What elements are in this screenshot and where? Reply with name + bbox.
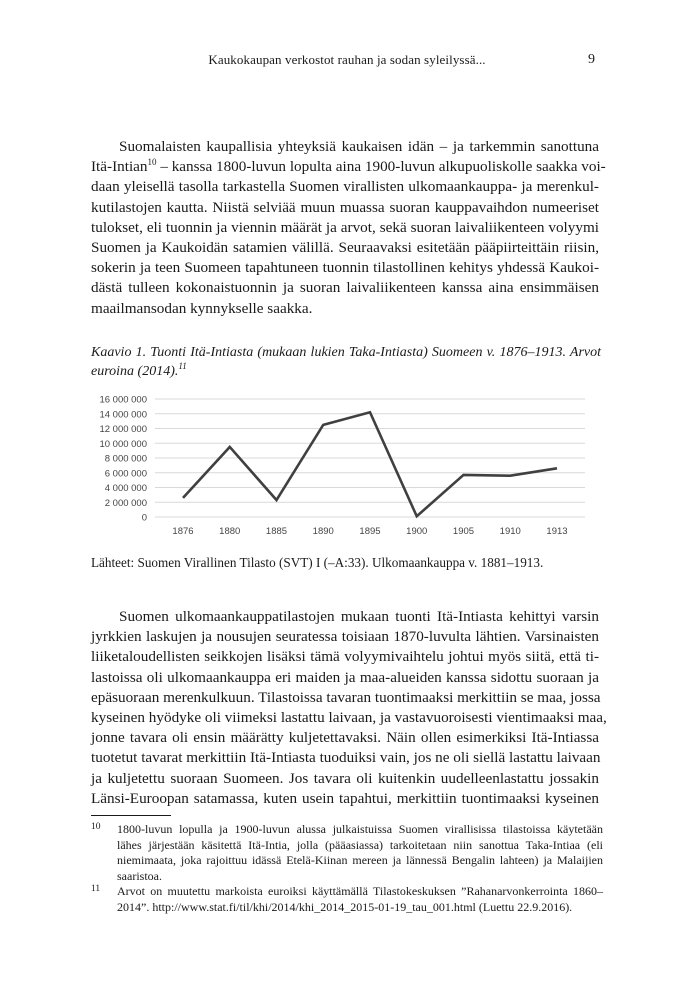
x-tick-label: 1876 [172, 526, 194, 537]
y-tick-label: 16 000 000 [99, 394, 147, 406]
footnote-number: 10 [91, 822, 101, 832]
paragraph-line: jonne tavara oli ensin määrätty kuljetettavaksi. Näin ollen esimerkiksi Itä-Intiassa [91, 729, 599, 747]
y-tick-label: 12 000 000 [99, 424, 147, 435]
paragraph-line: Suomen ulkomaankauppatilastojen mukaan tuonti Itä-Intiasta kehittyi varsin [119, 608, 599, 625]
footnote-line: niemimaata, joka rajoittuu idässä Etelä-Kiinan mereen ja lännessä Bengalin lahteen) ja Malaijien [117, 853, 603, 867]
y-tick-label: 8 000 000 [104, 453, 147, 465]
footnote-divider [91, 815, 171, 816]
paragraph-line: liiketaloudellisten seikkojen lisäksi tämä volyymivaihtelu johtui myös siitä, että ti- [91, 648, 599, 666]
footnote-line: Arvot on muutettu markoista euroiksi käyttämällä Tilastokeskuksen ”Rahanarvonkerrointa 1860– [117, 884, 603, 898]
y-tick-label: 4 000 000 [104, 483, 147, 494]
body-paragraph-2 [91, 607, 607, 809]
figure-source: Lähteet: Suomen Virallinen Tilasto (SVT) I (–A:33). Ulkomaankauppa v. 1881–1913. [91, 555, 544, 570]
paragraph-line-with-ref [91, 157, 606, 177]
y-tick-label: 6 000 000 [104, 468, 147, 480]
paragraph-line: maailmansodan kynnykselle saakka. [91, 299, 313, 317]
x-tick-label: 1895 [359, 526, 381, 537]
paragraph-line: daan yleisellä tasolla tarkastella Suomen virallisten ulkomaankauppa- ja merenkul- [91, 178, 599, 196]
caption-line-last [91, 360, 601, 382]
paragraph-line: kutilastojen kautta. Niistä selviää muun muassa suoran kauppavaihdon numeeriset [91, 198, 599, 216]
y-tick-label: 10 000 000 [99, 438, 147, 450]
paragraph-line: Suomalaisten kaupallisia yhteyksiä kaukaisen idän – ja tarkemmin sanottuna [119, 138, 599, 155]
chart-svg [91, 388, 601, 540]
x-tick-label: 1913 [546, 526, 568, 537]
running-head [91, 52, 603, 72]
paragraph-line: lastoissa oli ulkomaankauppa eri maiden ja maa-alueiden kanssa sidottu suoraan ja [91, 668, 599, 686]
x-tick-label: 1885 [265, 526, 288, 537]
body-paragraph-1 [91, 137, 606, 319]
caption-line-text: euroina (2014). [91, 363, 179, 379]
import-line-chart [91, 388, 601, 540]
footnote-line-url[interactable]: 2014”. http://www.stat.fi/til/khi/2014/khi_2014_2015-01-19_tau_001.html (Luettu 22.9.2016). [117, 899, 573, 914]
y-tick-label: 0 [141, 512, 147, 524]
footnote-11 [91, 884, 603, 915]
series-line [183, 412, 557, 516]
paragraph-line: epäsuoraan merenkulkuun. Tilastoissa tavaran tuontimaaksi merkittiin se maa, jossa [91, 688, 601, 706]
paragraph-line: ja kuljetettu suoraan Suomeen. Jos tavara oli kuitenkin uudelleenlastattu jossakin [91, 769, 599, 787]
caption-line: Kaavio 1. Tuonti Itä-Intiasta (mukaan lukien Taka-Intiasta) Suomeen v. 1876–1913. Arvot [91, 345, 601, 360]
paragraph-line: tulokset, eli tuonnin ja viennin määrät ja arvot, sekä suoran laivaliikenteen volyymi [91, 218, 599, 236]
footnote-number: 11 [91, 884, 101, 894]
running-title: Kaukokaupan verkostot rauhan ja sodan syleilyssä... [208, 52, 486, 67]
figure-caption [91, 344, 601, 381]
inline-term: Itä-Intian [91, 158, 148, 176]
paragraph-line: jyrkkien laskujen ja nousujen seuratessa toisiaan 1870-luvulta lähtien. Varsinaisten [91, 628, 599, 646]
paragraph-line: kyseinen hyödyke oli viimeksi lastattu laivaan, ja vastavuoroisesti vientimaaksi maa, [91, 708, 607, 726]
footnote-line: 1800-luvun lopulla ja 1900-luvun alussa julkaistuissa Suomen virallisissa tilastoissa käytetään [117, 822, 603, 836]
footnote-text [117, 884, 603, 915]
paragraph-line-rest: – kanssa 1800-luvun lopulta aina 1900-luvun alkupuoliskolle saakka voi- [160, 158, 606, 176]
paragraph-line: sokerin ja teen Suomeen tapahtuneen tuonnin tilastollinen kehitys yhdessä Kaukoi- [91, 259, 599, 277]
footnote-text [117, 822, 603, 884]
paragraph-line: Länsi-Euroopan satamassa, kuten usein tapahtui, merkittiin tuontimaaksi kyseinen [91, 789, 599, 807]
footnote-line: lähes järjestään käsitettä Itä-Intia, jolla (pääasiassa) tarkoitetaan niin sanottua Taka-Intiaa (eli [117, 837, 603, 852]
paragraph-line: tuotetut tavarat merkittiin Itä-Intiasta tuoduiksi vain, jos ne oli siellä lastattu laivaan [91, 749, 601, 767]
y-tick-label: 14 000 000 [99, 409, 147, 421]
x-tick-label: 1880 [219, 526, 241, 537]
footnote-10 [91, 822, 603, 884]
page-number: 9 [588, 52, 595, 67]
x-tick-label: 1905 [452, 526, 475, 537]
footnote-line: saaristoa. [117, 868, 162, 883]
x-tick-label: 1900 [406, 526, 428, 537]
y-tick-label: 2 000 000 [104, 497, 147, 509]
footnote-ref-11[interactable]: 11 [178, 360, 187, 371]
footnote-ref-10[interactable]: 10 [147, 157, 157, 168]
x-tick-label: 1910 [499, 526, 521, 537]
paragraph-line: Suomen ja Kaukoidän satamien välillä. Seuraavaksi esitetään pääpiirteittäin riisin, [91, 238, 599, 256]
paragraph-line: dästä tulleen kokonaistuonnin ja suoran laivaliikenteen kanssa aina ensimmäisen [91, 279, 599, 297]
x-tick-label: 1890 [312, 526, 334, 537]
